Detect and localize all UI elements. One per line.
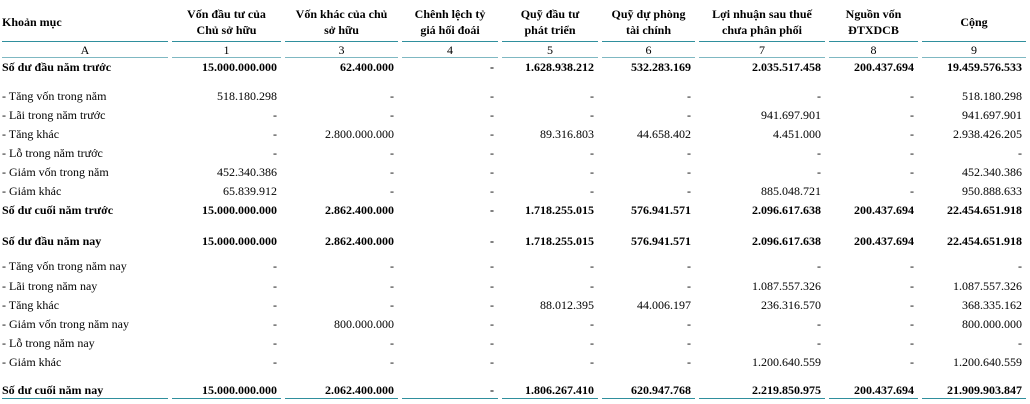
table-cell: -	[390, 146, 394, 160]
table-row	[0, 87, 1030, 106]
column-header-line: tài chính	[625, 23, 671, 37]
column-header-line: Lợi nhuận sau thuế	[712, 7, 812, 21]
table-cell: -	[390, 184, 394, 198]
column-header-line: Chủ sở hữu	[196, 23, 257, 37]
footer-rule	[829, 398, 918, 399]
table-cell: -	[390, 279, 394, 293]
table-cell: -	[390, 336, 394, 350]
row-label: - Giảm khác	[2, 184, 62, 198]
row-label: - Giảm vốn trong năm	[2, 165, 109, 179]
table-row	[0, 106, 1030, 125]
table-cell: -	[910, 355, 914, 369]
table-cell: 65.839.912	[223, 184, 277, 198]
table-row	[0, 125, 1030, 144]
column-header-line: Cộng	[960, 15, 988, 29]
table-cell: -	[590, 279, 594, 293]
index-rule	[172, 57, 281, 58]
balance-row	[0, 232, 1030, 251]
table-cell: -	[273, 259, 277, 273]
footer-rule	[402, 398, 498, 399]
table-cell: -	[910, 184, 914, 198]
table-cell: -	[817, 317, 821, 331]
column-header-line: Khoản mục	[2, 15, 62, 29]
table-cell: -	[910, 336, 914, 350]
column-header	[400, 2, 500, 42]
table-row	[0, 257, 1030, 276]
table-cell: -	[687, 146, 691, 160]
table-cell: -	[490, 60, 494, 74]
table-cell: 22.454.651.918	[947, 203, 1022, 217]
table-row	[0, 296, 1030, 315]
table-cell: -	[817, 89, 821, 103]
table-cell: -	[490, 298, 494, 312]
table-cell: -	[273, 108, 277, 122]
table-cell: -	[390, 165, 394, 179]
column-header-line: Quỹ dự phòng	[611, 7, 686, 21]
table-cell: -	[910, 317, 914, 331]
table-cell: 941.697.901	[962, 108, 1022, 122]
table-cell: -	[687, 317, 691, 331]
table-cell: 950.888.633	[962, 184, 1022, 198]
table-cell: -	[273, 146, 277, 160]
table-cell: 200.437.694	[854, 234, 914, 248]
table-cell: -	[910, 89, 914, 103]
table-cell: -	[687, 165, 691, 179]
table-cell: -	[910, 259, 914, 273]
table-cell: -	[273, 127, 277, 141]
row-label: Số dư đầu năm nay	[2, 234, 102, 248]
column-header-line: ĐTXDCB	[848, 23, 899, 37]
column-header	[500, 2, 600, 42]
table-cell: -	[590, 184, 594, 198]
index-rule	[602, 57, 695, 58]
column-header-line: Quỹ đầu tư	[520, 7, 580, 21]
table-cell: 532.283.169	[631, 60, 691, 74]
table-cell: -	[490, 355, 494, 369]
footer-rule	[922, 398, 1026, 399]
table-cell: 22.454.651.918	[947, 234, 1022, 248]
table-cell: -	[390, 259, 394, 273]
table-cell: -	[910, 108, 914, 122]
table-cell: 1.718.255.015	[525, 234, 594, 248]
table-cell: 62.400.000	[340, 60, 394, 74]
table-cell: -	[817, 146, 821, 160]
table-cell: -	[817, 336, 821, 350]
table-cell: -	[490, 234, 494, 248]
table-cell: 15.000.000.000	[202, 234, 277, 248]
column-header-line: phát triển	[524, 23, 576, 37]
table-cell: -	[590, 89, 594, 103]
header-rule	[402, 41, 498, 42]
table-cell: 800.000.000	[962, 317, 1022, 331]
table-row	[0, 277, 1030, 296]
table-cell: 88.012.395	[540, 298, 594, 312]
table-cell: -	[490, 108, 494, 122]
table-cell: 518.180.298	[217, 89, 277, 103]
table-cell: -	[1018, 259, 1022, 273]
table-cell: -	[910, 298, 914, 312]
table-cell: -	[390, 89, 394, 103]
table-cell: -	[390, 298, 394, 312]
table-cell: -	[687, 279, 691, 293]
table-cell: 2.800.000.000	[325, 127, 394, 141]
table-cell: -	[817, 165, 821, 179]
table-cell: 576.941.571	[631, 234, 691, 248]
header-rule	[285, 41, 398, 42]
column-header-line: Vốn khác của chủ	[295, 7, 388, 21]
header-rule	[2, 41, 168, 42]
column-header	[920, 2, 1028, 42]
column-header	[600, 2, 697, 42]
column-header	[697, 2, 827, 42]
table-cell: -	[817, 259, 821, 273]
column-index: 9	[971, 43, 977, 57]
column-index: 5	[547, 43, 553, 57]
row-label: Số dư cuối năm trước	[2, 203, 114, 217]
table-cell: 1.087.557.326	[752, 279, 821, 293]
index-rule	[502, 57, 598, 58]
table-cell: 15.000.000.000	[202, 60, 277, 74]
table-cell: 200.437.694	[854, 60, 914, 74]
table-cell: -	[590, 108, 594, 122]
index-rule	[402, 57, 498, 58]
column-index: A	[80, 43, 90, 57]
table-cell: 885.048.721	[761, 184, 821, 198]
column-header-line: Nguồn vốn	[845, 7, 902, 21]
table-cell: -	[590, 317, 594, 331]
table-cell: -	[490, 259, 494, 273]
table-cell: -	[490, 203, 494, 217]
row-label: - Lỗ trong năm nay	[2, 336, 95, 350]
table-cell: -	[910, 127, 914, 141]
table-cell: 620.947.768	[631, 383, 691, 397]
table-row	[0, 182, 1030, 201]
table-cell: -	[490, 184, 494, 198]
table-cell: 2.862.400.000	[325, 203, 394, 217]
table-cell: -	[910, 165, 914, 179]
table-cell: -	[1018, 336, 1022, 350]
row-label: - Tăng vốn trong năm nay	[2, 259, 127, 273]
balance-row	[0, 201, 1030, 220]
table-cell: 89.316.803	[540, 127, 594, 141]
index-rule	[922, 57, 1026, 58]
header-rule	[829, 41, 918, 42]
footer-rule	[699, 398, 825, 399]
table-cell: -	[273, 298, 277, 312]
table-row	[0, 163, 1030, 182]
table-cell: -	[590, 259, 594, 273]
header-rule	[172, 41, 281, 42]
header-rule	[699, 41, 825, 42]
table-cell: 2.035.517.458	[752, 60, 821, 74]
table-cell: 21.909.903.847	[947, 383, 1022, 397]
column-index: 7	[759, 43, 765, 57]
table-cell: -	[687, 89, 691, 103]
column-header	[170, 2, 283, 42]
table-cell: -	[390, 355, 394, 369]
table-cell: 576.941.571	[631, 203, 691, 217]
table-cell: -	[910, 279, 914, 293]
column-index: 6	[645, 43, 652, 57]
row-label: Số dư đầu năm trước	[2, 60, 112, 74]
table-row	[0, 144, 1030, 163]
table-cell: -	[590, 336, 594, 350]
column-header	[283, 2, 400, 42]
column-index: 1	[223, 43, 230, 57]
table-cell: 4.451.000	[773, 127, 821, 141]
column-header-line: sở hữu	[324, 23, 359, 37]
table-cell: -	[490, 89, 494, 103]
table-cell: 452.340.386	[217, 165, 277, 179]
table-cell: -	[687, 336, 691, 350]
table-cell: -	[273, 317, 277, 331]
table-cell: -	[273, 336, 277, 350]
table-cell: 2.062.400.000	[325, 383, 394, 397]
table-cell: -	[490, 336, 494, 350]
column-header	[827, 2, 920, 42]
table-cell: 2.938.426.205	[953, 127, 1022, 141]
table-cell: 1.200.640.559	[752, 355, 821, 369]
table-cell: -	[273, 279, 277, 293]
table-cell: -	[687, 184, 691, 198]
table-cell: 2.219.850.975	[752, 383, 821, 397]
index-rule	[2, 57, 168, 58]
table-cell: -	[490, 317, 494, 331]
table-cell: -	[1018, 146, 1022, 160]
index-rule	[699, 57, 825, 58]
table-cell: 2.096.617.638	[752, 234, 821, 248]
row-label: - Lỗ trong năm trước	[2, 146, 103, 160]
index-rule	[829, 57, 918, 58]
table-cell: 800.000.000	[334, 317, 394, 331]
table-cell: 19.459.576.533	[947, 60, 1022, 74]
column-index: 3	[338, 43, 345, 57]
footer-rule	[285, 398, 398, 399]
column-header-line: giá hối đoái	[420, 23, 480, 37]
row-label: - Lãi trong năm trước	[2, 108, 106, 122]
table-cell: 44.658.402	[637, 127, 691, 141]
table-cell: 452.340.386	[962, 165, 1022, 179]
header-rule	[502, 41, 598, 42]
table-row	[0, 353, 1030, 372]
table-cell: 1.718.255.015	[525, 203, 594, 217]
table-cell: -	[390, 108, 394, 122]
table-cell: -	[490, 279, 494, 293]
column-index: 8	[870, 43, 877, 57]
row-label: - Tăng vốn trong năm	[2, 89, 107, 103]
table-cell: 2.862.400.000	[325, 234, 394, 248]
table-cell: -	[590, 146, 594, 160]
table-cell: -	[687, 355, 691, 369]
table-cell: 200.437.694	[854, 203, 914, 217]
table-cell: 1.806.267.410	[525, 383, 594, 397]
header-rule	[602, 41, 695, 42]
table-cell: 1.087.557.326	[953, 279, 1022, 293]
column-header	[0, 2, 172, 42]
table-cell: 44.006.197	[637, 298, 691, 312]
table-cell: 15.000.000.000	[202, 203, 277, 217]
table-row	[0, 315, 1030, 334]
column-header-line: Vốn đầu tư của	[187, 7, 266, 21]
row-label: - Giảm vốn trong năm nay	[2, 317, 129, 331]
table-cell: 15.000.000.000	[202, 383, 277, 397]
column-header-line: Chênh lệch tỷ	[414, 7, 486, 21]
table-cell: -	[687, 259, 691, 273]
table-row	[0, 334, 1030, 353]
table-cell: 1.200.640.559	[953, 355, 1022, 369]
column-index: 4	[447, 43, 453, 57]
table-cell: 1.628.938.212	[525, 60, 594, 74]
row-label: Số dư cuối năm nay	[2, 383, 104, 397]
table-cell: -	[687, 108, 691, 122]
table-cell: -	[910, 146, 914, 160]
table-cell: 2.096.617.638	[752, 203, 821, 217]
table-cell: 200.437.694	[854, 383, 914, 397]
footer-rule	[602, 398, 695, 399]
column-header-line: chưa phân phối	[722, 23, 802, 37]
table-cell: 941.697.901	[761, 108, 821, 122]
row-label: - Tăng khác	[2, 127, 60, 141]
table-cell: -	[490, 165, 494, 179]
header-rule	[922, 41, 1026, 42]
row-label: - Lãi trong năm nay	[2, 279, 98, 293]
table-cell: 368.335.162	[962, 298, 1022, 312]
table-cell: -	[490, 127, 494, 141]
index-rule	[285, 57, 398, 58]
table-cell: 236.316.570	[761, 298, 821, 312]
table-cell: -	[490, 146, 494, 160]
balance-row	[0, 58, 1030, 77]
row-label: - Tăng khác	[2, 298, 60, 312]
table-cell: -	[273, 355, 277, 369]
table-cell: -	[490, 383, 494, 397]
footer-rule	[502, 398, 598, 399]
table-cell: 518.180.298	[962, 89, 1022, 103]
footer-rule	[2, 398, 168, 399]
table-cell: -	[590, 165, 594, 179]
footer-rule	[172, 398, 281, 399]
table-cell: -	[590, 355, 594, 369]
row-label: - Giảm khác	[2, 355, 62, 369]
